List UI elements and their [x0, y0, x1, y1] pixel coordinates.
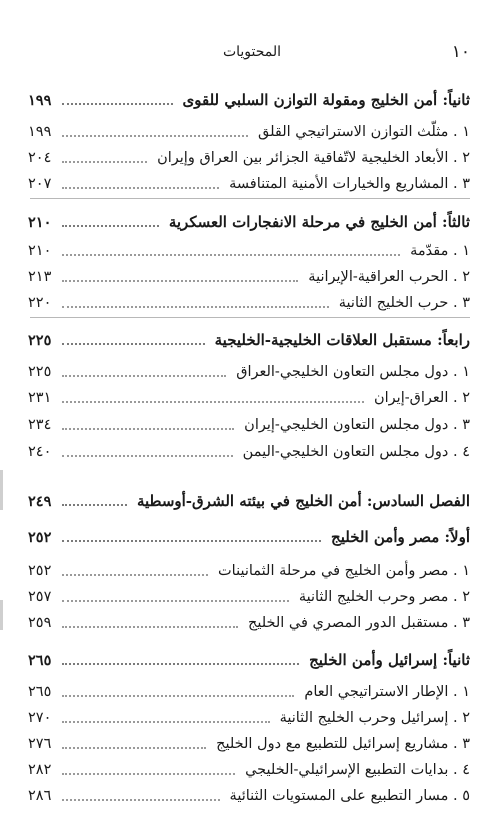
dot-leader	[62, 600, 289, 602]
entry-page-number: ٢٧٠	[28, 710, 52, 726]
page-number: ١٠	[451, 42, 470, 62]
entry-title: ٢ . العراق-إيران	[374, 390, 470, 406]
entry-page-number: ٢٣٤	[28, 417, 52, 433]
entry-title: ٢ . الأبعاد الخليجية لاتّفاقية الجزائر بين العراق وإيران	[157, 150, 470, 166]
entry-title: أولاً: مصر وأمن الخليج	[331, 528, 470, 546]
entry-page-number: ٢٦٥	[28, 651, 52, 669]
entry-page-number: ٢٠٧	[28, 176, 52, 192]
entry-page-number: ٢٢٥	[28, 331, 52, 349]
toc-entry	[28, 681, 470, 703]
entry-title: الفصل السادس: أمن الخليج في بيئته الشرق-أوسطية	[136, 492, 470, 510]
entry-title: ٢ . الحرب العراقية-الإيرانية	[308, 269, 470, 285]
entry-page-number: ٢٢٥	[28, 364, 52, 380]
dot-leader	[62, 574, 208, 576]
toc-entry	[28, 785, 470, 807]
dot-leader	[62, 161, 147, 163]
entry-title: ثالثاً: أمن الخليج في مرحلة الانفجارات العسكرية	[168, 213, 470, 231]
dot-leader	[62, 254, 400, 256]
dot-leader	[62, 663, 299, 665]
entry-title: ٣ . حرب الخليج الثانية	[338, 295, 470, 311]
toc-section-heading	[28, 89, 470, 111]
entry-page-number: ١٩٩	[28, 91, 52, 109]
entry-page-number: ٢٦٥	[28, 684, 52, 700]
dot-leader	[62, 103, 173, 105]
entry-title: ٣ . دول مجلس التعاون الخليجي-إيران	[244, 417, 470, 433]
entry-page-number: ٢٢٠	[28, 295, 52, 311]
entry-title: ٥ . مسار التطبيع على المستويات الثنائية	[229, 788, 470, 804]
toc-section-heading	[28, 211, 470, 233]
dot-leader	[62, 225, 159, 227]
dot-leader	[62, 187, 219, 189]
dot-leader	[62, 343, 205, 345]
toc-entry	[28, 266, 470, 288]
entry-page-number: ٢٤٠	[28, 444, 52, 460]
entry-page-number: ٢١٠	[28, 213, 52, 231]
entry-page-number: ٢٤٩	[28, 492, 52, 510]
section-divider	[30, 198, 470, 199]
toc-entry	[28, 733, 470, 755]
entry-page-number: ٢٣١	[28, 390, 52, 406]
dot-leader	[62, 695, 294, 697]
entry-title: ٤ . دول مجلس التعاون الخليجي-اليمن	[242, 444, 470, 460]
toc-entry	[28, 759, 470, 781]
entry-page-number: ٢١٠	[28, 243, 52, 259]
entry-page-number: ٢٧٦	[28, 736, 52, 752]
dot-leader	[62, 540, 321, 542]
entry-title: ٣ . المشاريع والخيارات الأمنية المتنافسة	[229, 176, 470, 192]
toc-entry	[28, 147, 470, 169]
entry-page-number: ١٩٩	[28, 124, 52, 140]
toc-entry	[28, 292, 470, 314]
dot-leader	[62, 375, 226, 377]
binding-edge-mark	[0, 470, 3, 510]
dot-leader	[62, 747, 206, 749]
dot-leader	[62, 135, 248, 137]
running-title: المحتويات	[222, 44, 282, 60]
entry-title: ٢ . مصر وحرب الخليج الثانية	[298, 589, 470, 605]
toc-entry	[28, 173, 470, 195]
entry-title: ثانياً: أمن الخليج ومقولة التوازن السلبي للقوى	[182, 91, 470, 109]
dot-leader	[62, 626, 238, 628]
entry-title: ٣ . مشاريع إسرائيل للتطبيع مع دول الخليج	[216, 736, 470, 752]
toc-entry	[28, 612, 470, 634]
toc-entry	[28, 240, 470, 262]
toc-entry	[28, 414, 470, 436]
toc-entry	[28, 121, 470, 143]
binding-edge-mark	[0, 600, 3, 630]
dot-leader	[62, 280, 298, 282]
toc-entry	[28, 441, 470, 463]
toc-entry	[28, 707, 470, 729]
entry-title: ١ . الإطار الاستراتيجي العام	[304, 684, 470, 700]
dot-leader	[62, 455, 233, 457]
entry-title: ٢ . إسرائيل وحرب الخليج الثانية	[279, 710, 470, 726]
toc-section-heading	[28, 329, 470, 351]
entry-page-number: ٢٠٤	[28, 150, 52, 166]
entry-page-number: ٢٥٢	[28, 528, 52, 546]
entry-title: ٤ . بدايات التطبيع الإسرائيلي-الخليجي	[245, 762, 470, 778]
entry-title: ١ . دول مجلس التعاون الخليجي-العراق	[236, 364, 470, 380]
dot-leader	[62, 799, 220, 801]
toc-entry	[28, 387, 470, 409]
dot-leader	[62, 428, 234, 430]
entry-page-number: ٢٥٩	[28, 615, 52, 631]
entry-page-number: ٢١٣	[28, 269, 52, 285]
dot-leader	[62, 401, 364, 403]
toc-section-heading	[28, 526, 470, 548]
dot-leader	[62, 504, 127, 506]
entry-page-number: ٢٨٢	[28, 762, 52, 778]
page-header	[34, 42, 470, 64]
dot-leader	[62, 721, 270, 723]
toc-entry	[28, 586, 470, 608]
entry-title: ثانياً: إسرائيل وأمن الخليج	[309, 651, 470, 669]
entry-title: ٣ . مستقبل الدور المصري في الخليج	[247, 615, 470, 631]
dot-leader	[62, 306, 329, 308]
toc-entry	[28, 560, 470, 582]
toc-chapter-heading	[28, 490, 470, 512]
entry-title: ١ . مقدّمة	[410, 243, 470, 259]
entry-page-number: ٢٨٦	[28, 788, 52, 804]
toc-entry	[28, 361, 470, 383]
section-divider	[30, 317, 470, 318]
toc-section-heading	[28, 649, 470, 671]
entry-title: ١ . مثلّث التوازن الاستراتيجي القلق	[257, 124, 470, 140]
entry-title: ١ . مصر وأمن الخليج في مرحلة الثمانينات	[218, 563, 470, 579]
dot-leader	[62, 773, 235, 775]
entry-page-number: ٢٥٧	[28, 589, 52, 605]
entry-title: رابعاً: مستقبل العلاقات الخليجية-الخليجية	[214, 331, 470, 349]
entry-page-number: ٢٥٢	[28, 563, 52, 579]
